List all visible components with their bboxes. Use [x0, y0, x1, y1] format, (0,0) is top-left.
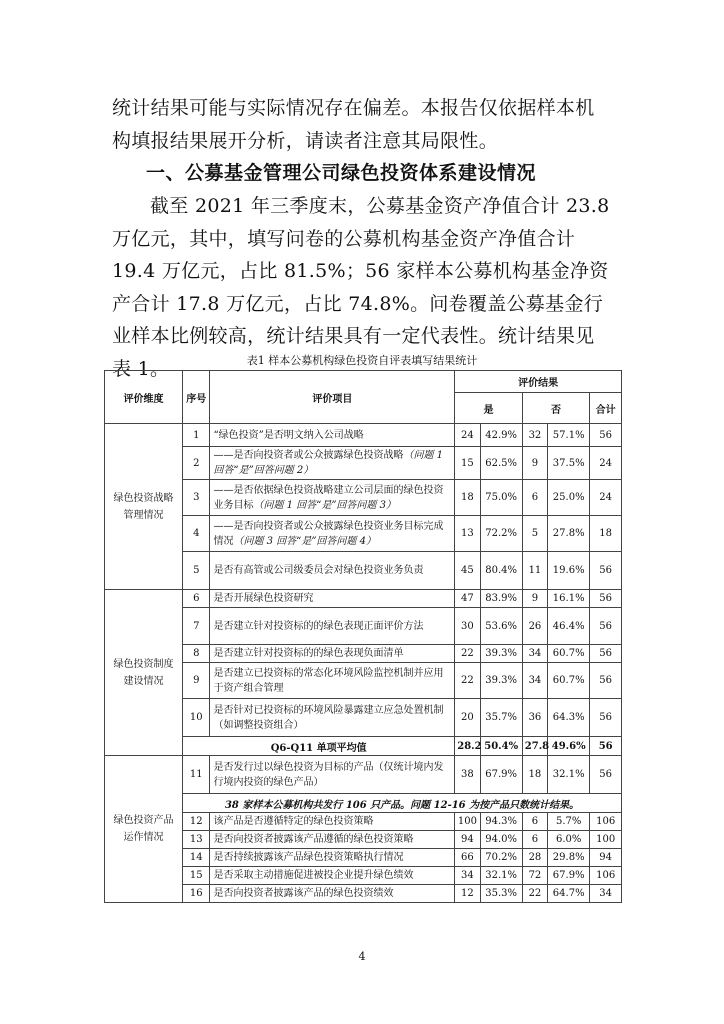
table-row — [105, 867, 622, 885]
row-item: 该产品是否遵循特定的绿色投资策略 — [210, 813, 455, 831]
yes-percent: 62.5% — [480, 447, 522, 480]
no-percent: 29.8% — [548, 849, 590, 867]
row-seq: 15 — [183, 867, 210, 885]
no-count: 72 — [522, 867, 547, 885]
row-seq: 2 — [183, 447, 210, 480]
header-item: 评价项目 — [210, 371, 455, 424]
table-row — [105, 885, 622, 903]
total-count: 56 — [590, 590, 622, 608]
row-item: “绿色投资”是否明文纳入公司战略 — [210, 424, 455, 447]
header-total: 合计 — [590, 393, 622, 424]
yes-count: 24 — [455, 424, 480, 447]
page-number: 4 — [358, 950, 366, 963]
total-count: 56 — [590, 699, 622, 737]
row-seq: 3 — [183, 480, 210, 516]
total-count: 56 — [590, 756, 622, 794]
row-seq: 8 — [183, 645, 210, 663]
total-count: 56 — [590, 608, 622, 645]
no-percent: 16.1% — [548, 590, 590, 608]
table-row — [105, 590, 622, 608]
table-row — [105, 756, 622, 794]
no-percent: 6.0% — [548, 831, 590, 849]
avg-no-count: 27.8 — [522, 737, 547, 756]
row-seq: 4 — [183, 516, 210, 552]
average-row — [105, 737, 622, 756]
section-heading: 一、公募基金管理公司绿色投资体系建设情况 — [146, 162, 537, 184]
yes-count: 45 — [455, 552, 480, 590]
row-item: 是否建立已投资标的常态化环境风险监控机制并应用于资产组合管理 — [210, 663, 455, 699]
no-percent: 64.3% — [548, 699, 590, 737]
row-seq: 5 — [183, 552, 210, 590]
table-row — [105, 645, 622, 663]
no-percent: 27.8% — [548, 516, 590, 552]
product-note: 38 家样本公募机构共发行 106 只产品。问题 12-16 为按产品只数统计结果。 — [183, 794, 622, 813]
yes-percent: 75.0% — [480, 480, 522, 516]
row-seq: 12 — [183, 813, 210, 831]
header-row — [105, 371, 622, 393]
total-count: 34 — [590, 885, 622, 903]
total-count: 18 — [590, 516, 622, 552]
no-percent: 60.7% — [548, 663, 590, 699]
no-count: 28 — [522, 849, 547, 867]
row-seq: 9 — [183, 663, 210, 699]
no-percent: 25.0% — [548, 480, 590, 516]
yes-count: 30 — [455, 608, 480, 645]
row-seq: 7 — [183, 608, 210, 645]
no-percent: 46.4% — [548, 608, 590, 645]
table-row — [105, 608, 622, 645]
row-seq: 16 — [183, 885, 210, 903]
yes-percent: 39.3% — [480, 663, 522, 699]
yes-count: 13 — [455, 516, 480, 552]
yes-percent: 72.2% — [480, 516, 522, 552]
no-count: 9 — [522, 447, 547, 480]
row-seq: 14 — [183, 849, 210, 867]
no-percent: 67.9% — [548, 867, 590, 885]
yes-percent: 53.6% — [480, 608, 522, 645]
avg-no-percent: 49.6% — [548, 737, 590, 756]
yes-percent: 32.1% — [480, 867, 522, 885]
yes-percent: 80.4% — [480, 552, 522, 590]
no-count: 34 — [522, 645, 547, 663]
row-seq: 11 — [183, 756, 210, 794]
no-percent: 60.7% — [548, 645, 590, 663]
yes-count: 15 — [455, 447, 480, 480]
group-strategy: 绿色投资战略管理情况 — [105, 424, 183, 590]
yes-percent: 83.9% — [480, 590, 522, 608]
table-row — [105, 831, 622, 849]
no-count: 9 — [522, 590, 547, 608]
group-product: 绿色投资产品运作情况 — [105, 756, 183, 903]
row-seq: 13 — [183, 831, 210, 849]
header-yes: 是 — [455, 393, 523, 424]
average-label: Q6-Q11 单项平均值 — [183, 737, 455, 756]
table-row — [105, 663, 622, 699]
table-row — [105, 516, 622, 552]
no-count: 18 — [522, 756, 547, 794]
no-percent: 57.1% — [548, 424, 590, 447]
table-row — [105, 813, 622, 831]
yes-count: 18 — [455, 480, 480, 516]
yes-count: 94 — [455, 831, 480, 849]
group-system: 绿色投资制度建设情况 — [105, 590, 183, 756]
yes-count: 100 — [455, 813, 480, 831]
yes-count: 12 — [455, 885, 480, 903]
row-seq: 1 — [183, 424, 210, 447]
header-seq: 序号 — [183, 371, 210, 424]
yes-count: 34 — [455, 867, 480, 885]
no-count: 22 — [522, 885, 547, 903]
total-count: 106 — [590, 867, 622, 885]
row-seq: 10 — [183, 699, 210, 737]
yes-count: 47 — [455, 590, 480, 608]
row-item: ——是否向投资者或公众披露绿色投资业务目标完成情况（问题 3 回答“是”回答问题 4） — [210, 516, 455, 552]
table-row — [105, 552, 622, 590]
avg-total: 56 — [590, 737, 622, 756]
header-result: 评价结果 — [455, 371, 622, 393]
row-item: 是否针对已投资标的环境风险暴露建立应急处置机制（如调整投资组合） — [210, 699, 455, 737]
yes-percent: 94.3% — [480, 813, 522, 831]
yes-percent: 35.7% — [480, 699, 522, 737]
no-percent: 64.7% — [548, 885, 590, 903]
table-row — [105, 424, 622, 447]
header-dimension: 评价维度 — [105, 371, 183, 424]
row-item: 是否有高管或公司级委员会对绿色投资业务负责 — [210, 552, 455, 590]
total-count: 100 — [590, 831, 622, 849]
no-count: 34 — [522, 663, 547, 699]
product-note-row — [105, 794, 622, 813]
no-percent: 32.1% — [548, 756, 590, 794]
total-count: 56 — [590, 645, 622, 663]
row-item: 是否开展绿色投资研究 — [210, 590, 455, 608]
yes-count: 38 — [455, 756, 480, 794]
no-count: 26 — [522, 608, 547, 645]
row-item: ——是否依据绿色投资战略建立公司层面的绿色投资业务目标（问题 1 回答“是”回答问题 3） — [210, 480, 455, 516]
no-count: 32 — [522, 424, 547, 447]
row-item: 是否发行过以绿色投资为目标的产品（仅统计境内发行境内投资的绿色产品） — [210, 756, 455, 794]
table-row — [105, 849, 622, 867]
intro-paragraph: 统计结果可能与实际情况存在偏差。本报告仅依据样本机构填报结果展开分析，请读者注意其局限性。 — [112, 97, 595, 152]
total-count: 24 — [590, 480, 622, 516]
yes-percent: 67.9% — [480, 756, 522, 794]
row-item: 是否向投资者披露该产品的绿色投资绩效 — [210, 885, 455, 903]
table-caption: 表1 样本公募机构绿色投资自评表填写结果统计 — [246, 354, 478, 367]
no-percent: 37.5% — [548, 447, 590, 480]
yes-count: 66 — [455, 849, 480, 867]
no-count: 6 — [522, 831, 547, 849]
yes-percent: 42.9% — [480, 424, 522, 447]
no-count: 6 — [522, 480, 547, 516]
row-item: ——是否向投资者或公众披露绿色投资战略（问题 1 回答“是”回答问题 2） — [210, 447, 455, 480]
yes-count: 22 — [455, 663, 480, 699]
yes-percent: 35.3% — [480, 885, 522, 903]
header-no: 否 — [522, 393, 590, 424]
no-percent: 5.7% — [548, 813, 590, 831]
row-item: 是否采取主动措施促进被投企业提升绿色绩效 — [210, 867, 455, 885]
row-item: 是否持续披露该产品绿色投资策略执行情况 — [210, 849, 455, 867]
yes-count: 22 — [455, 645, 480, 663]
no-count: 6 — [522, 813, 547, 831]
row-item: 是否向投资者披露该产品遵循的绿色投资策略 — [210, 831, 455, 849]
main-paragraph: 截至 2021 年三季度末，公募基金资产净值合计 23.8 万亿元，其中，填写问卷的公募机构基金资产净值合计 19.4 万亿元，占比 81.5%；56 家样本公募机构基金净资产合计 17.8 万亿元，占比 74.8%。问卷覆盖公募基金行业样本比例较高，统计结果具有一定代表性。统计结果见表 1。 — [112, 195, 610, 380]
results-table — [104, 370, 622, 903]
yes-count: 20 — [455, 699, 480, 737]
total-count: 94 — [590, 849, 622, 867]
total-count: 56 — [590, 424, 622, 447]
avg-yes-count: 28.2 — [455, 737, 480, 756]
no-count: 5 — [522, 516, 547, 552]
yes-percent: 94.0% — [480, 831, 522, 849]
table-row — [105, 447, 622, 480]
no-count: 36 — [522, 699, 547, 737]
table-row — [105, 699, 622, 737]
row-item: 是否建立针对投资标的的绿色表现正面评价方法 — [210, 608, 455, 645]
total-count: 24 — [590, 447, 622, 480]
no-percent: 19.6% — [548, 552, 590, 590]
no-count: 11 — [522, 552, 547, 590]
total-count: 56 — [590, 552, 622, 590]
total-count: 106 — [590, 813, 622, 831]
yes-percent: 70.2% — [480, 849, 522, 867]
avg-yes-percent: 50.4% — [480, 737, 522, 756]
row-seq: 6 — [183, 590, 210, 608]
table-row — [105, 480, 622, 516]
total-count: 56 — [590, 663, 622, 699]
yes-percent: 39.3% — [480, 645, 522, 663]
row-item: 是否建立针对投资标的的绿色表现负面清单 — [210, 645, 455, 663]
